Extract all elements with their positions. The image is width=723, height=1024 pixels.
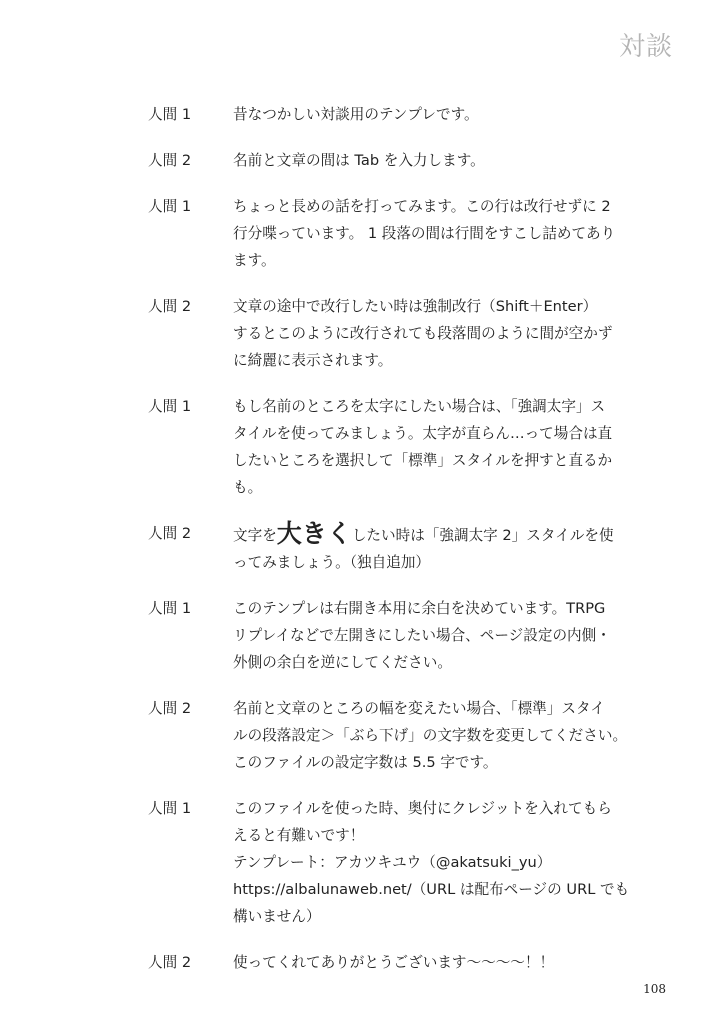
dialogue-turn: [148, 795, 668, 930]
utterance-line: も。: [233, 479, 263, 496]
utterance-line: リプレイなどで左開きにしたい場合、ページ設定の内側・: [233, 627, 611, 644]
speaker-name: 人間 2: [148, 298, 192, 315]
utterance-line: 文章の途中で改行したい時は強制改行（Shift＋Enter）: [233, 298, 598, 315]
utterance-line: https://albalunaweb.net/（URL は配布ページの URL でも: [233, 881, 630, 898]
page-number: 108: [643, 982, 666, 996]
utterance: [233, 520, 668, 576]
utterance-text: したい時は「強調太字 2」スタイルを使: [351, 527, 614, 544]
utterance-line: テンプレート：アカツキユウ（@akatsuki_yu）: [233, 854, 552, 871]
dialogue-turn: [148, 949, 668, 976]
utterance-line: このテンプレは右開き本用に余白を決めています。TRPG: [233, 600, 606, 617]
utterance-line: 昔なつかしい対談用のテンプレです。: [233, 106, 479, 123]
utterance-text: 文字を: [233, 527, 277, 544]
speaker-name: 人間 2: [148, 954, 192, 971]
dialogue-turn: [148, 193, 668, 274]
utterance-line: このファイルを使った時、奥付にクレジットを入れてもら: [233, 800, 612, 817]
utterance: [233, 293, 668, 374]
large-emphasis-text: 大きく: [276, 519, 352, 548]
dialogue-turn: [148, 147, 668, 174]
utterance: [233, 795, 668, 930]
speaker-name: 人間 1: [148, 800, 192, 817]
utterance-line: 名前と文章のところの幅を変えたい場合、「標準」スタイ: [233, 700, 605, 717]
utterance-line: 使ってくれてありがとうございます〜〜〜〜！！: [233, 954, 555, 971]
running-header-title: 対談: [618, 32, 673, 62]
utterance-line: 外側の余白を逆にしてください。: [233, 654, 452, 671]
utterance-line: [233, 520, 668, 549]
dialogue-turn: [148, 293, 668, 374]
dialogue-turn: [148, 595, 668, 676]
utterance: [233, 193, 668, 274]
speaker-name: 人間 1: [148, 106, 192, 123]
utterance-line: ちょっと長めの話を打ってみます。この行は改行せずに 2: [233, 198, 611, 215]
utterance-line: に綺麗に表示されます。: [233, 352, 393, 369]
dialogue-turn: [148, 101, 668, 128]
utterance-line: 名前と文章の間は Tab を入力します。: [233, 152, 485, 169]
dialogue-turn: [148, 393, 668, 501]
utterance: [233, 949, 668, 976]
speaker-name: 人間 2: [148, 700, 192, 717]
utterance-line: 構いません）: [233, 908, 321, 925]
dialogue-list: [148, 101, 668, 995]
utterance: [233, 695, 668, 776]
dialogue-turn: [148, 520, 668, 576]
utterance-line: したいところを選択して「標準」スタイルを押すと直るか: [233, 452, 613, 469]
utterance: [233, 393, 668, 501]
speaker-name: 人間 1: [148, 398, 192, 415]
utterance: [233, 101, 668, 128]
utterance-line: 行分喋っています。 1 段落の間は行間をすこし詰めてあり: [233, 225, 616, 242]
speaker-name: 人間 2: [148, 525, 192, 542]
utterance-line: ルの段落設定＞「ぶら下げ」の文字数を変更してください。: [233, 727, 628, 744]
utterance-line: もし名前のところを太字にしたい場合は、「強調太字」ス: [233, 398, 606, 415]
utterance: [233, 595, 668, 676]
speaker-name: 人間 1: [148, 600, 192, 617]
utterance-line: えると有難いです！: [233, 827, 365, 844]
dialogue-turn: [148, 695, 668, 776]
utterance-line: このファイルの設定字数は 5.5 字です。: [233, 754, 498, 771]
utterance-line: ます。: [233, 252, 276, 269]
utterance-line: タイルを使ってみましょう。太字が直らん…って場合は直: [233, 425, 613, 442]
utterance: [233, 147, 668, 174]
utterance-line: するとこのように改行されても段落間のように間が空かず: [233, 325, 613, 342]
utterance-line: ってみましょう。（独自追加）: [233, 554, 431, 571]
speaker-name: 人間 2: [148, 152, 192, 169]
speaker-name: 人間 1: [148, 198, 192, 215]
